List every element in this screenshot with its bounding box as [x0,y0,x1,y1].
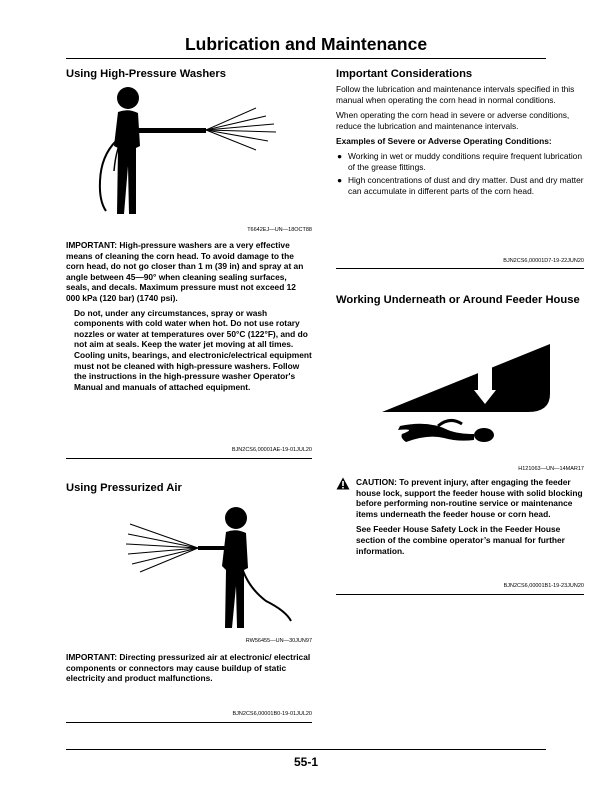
considerations-heading: Important Considerations [336,68,473,80]
conditions-list [336,151,584,196]
washers-important-text-2: Do not, under any circumstances, spray or wash components with cold water when hot. Do not use rotary nozzles or water at temperatures over 50°C (122°F), and do not aim at seals. Keep the water jet moving at all times. Cooling units, bearings, and electronic/electrical equipment must not be cleaned with high-pressure washers. Follow the instructions in the high-pressure washer Operator's Manual and manuals of attached equipment. [74,307,312,392]
air-important-text: IMPORTANT: Directing pressurized air at electronic/ electrical components or connectors may cause buildup of static electricity and product malfunctions. [66,652,311,684]
feeder-figure-code: H121063—UN—14MAR17 [518,466,584,472]
page-number: 55-1 [293,755,319,769]
washers-figure-code: T6642EJ—UN—18OCT88 [247,227,312,233]
caution-text: CAUTION: To prevent injury, after engaging the feeder house lock, support the feeder house with solid blocking before performing non-routine service or maintenance items underneath the feeder house or corn head. [356,477,583,519]
title-divider [66,58,546,59]
washers-ref-code: BJN2CS6,00001AE-19-01JUL20 [231,447,312,453]
section-divider [336,594,584,595]
washers-heading: Using High-Pressure Washers [66,68,226,80]
air-figure-code: RW56455—UN—30JUN97 [245,638,312,644]
list-item: ● Working in wet or muddy conditions require frequent lubrication of the grease fittings. [337,150,583,172]
footer-divider [66,749,546,750]
air-important-block [66,652,312,684]
air-ref-code: BJN2CS6,00001B0-19-01JUL20 [232,711,312,717]
warning-triangle-icon [336,477,350,490]
section-divider [336,268,584,269]
section-divider [66,722,312,723]
section-divider [66,458,312,459]
considerations-body [336,84,584,199]
pressurized-air-illustration [126,506,296,632]
bullet-icon: ● [337,175,343,186]
bullet-icon: ● [337,150,343,161]
caution-see-reference: See Feeder House Safety Lock in the Feeder House section of the combine operator’s manual for further information. [356,524,565,556]
pressure-washer-illustration [96,86,286,226]
washers-important-text: IMPORTANT: High-pressure washers are a very effective means of cleaning the corn head. To avoid damage to the corn head, do not go closer than 1 m (39 in) and spray at an angle between 45—90° when cleaning sealing surfaces, seals, and decals. Maximum pressure must not exceed 12 000 kPa (120 bar) (1740 psi). [66,240,304,303]
washers-important-block [66,240,312,392]
list-item: ● High concentrations of dust and dry matter. Dust and dry matter can accumulate in different parts of the corn head. [337,175,584,196]
considerations-paragraph-1: Follow the lubrication and maintenance intervals specified in this manual when operating the corn head in normal conditions. [336,84,575,105]
considerations-subheading: Examples of Severe or Adverse Operating Conditions: [336,136,552,147]
considerations-ref-code: BJN2CS6,00001D7-19-22JUN20 [503,258,584,264]
considerations-paragraph-2: When operating the corn head in severe or adverse conditions, reduce the lubrication and maintenance intervals. [336,110,570,131]
feeder-caution-block [336,477,584,556]
air-heading: Using Pressurized Air [66,482,182,494]
feeder-ref-code: BJN2CS6,00001B1-19-23JUN20 [503,583,584,589]
page-title: Lubrication and Maintenance [184,34,428,54]
feeder-heading: Working Underneath or Around Feeder House [336,294,580,306]
feeder-house-crush-hazard-illustration [378,330,578,450]
